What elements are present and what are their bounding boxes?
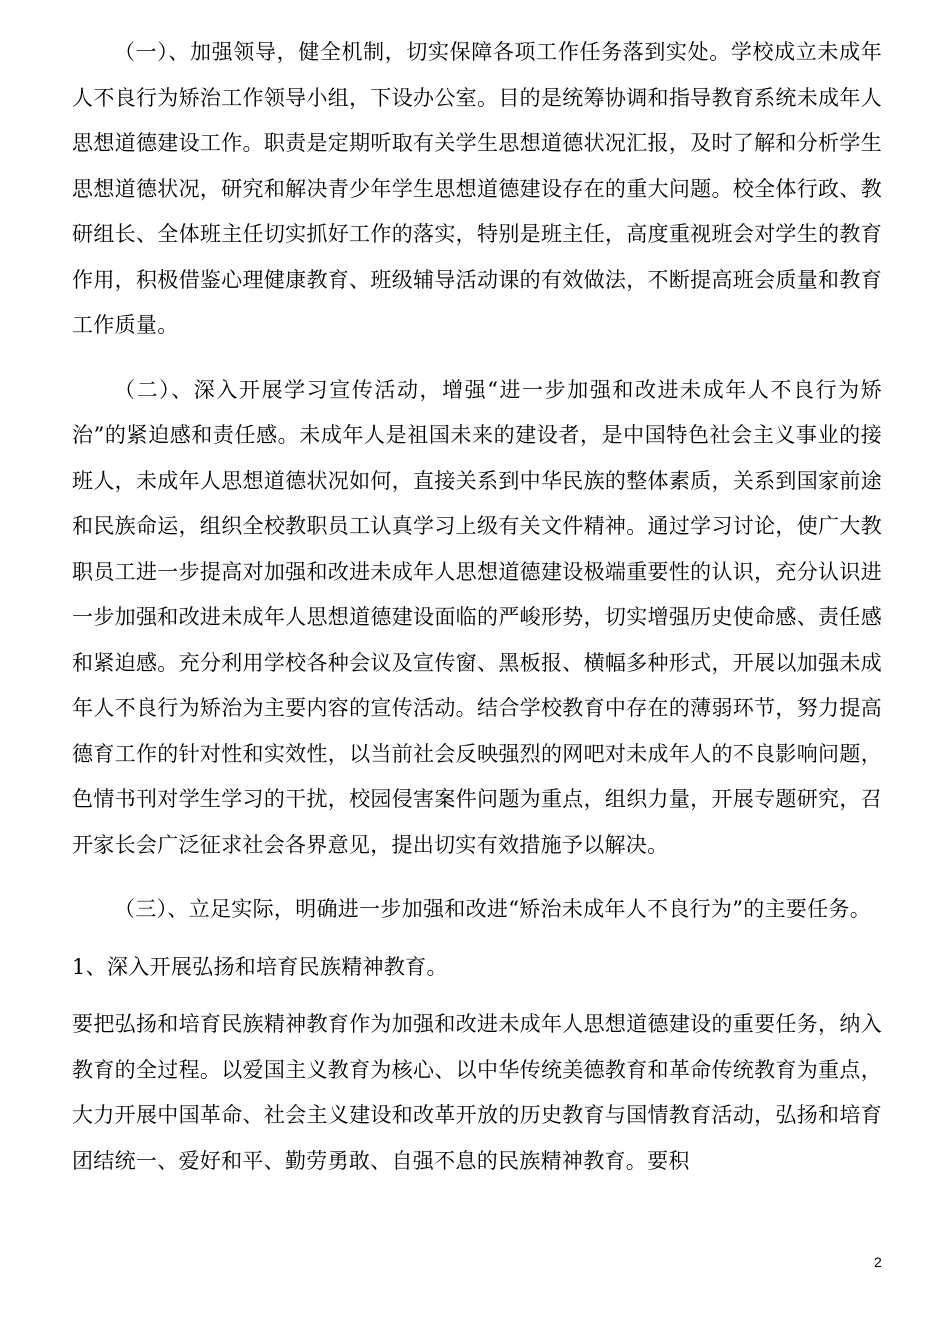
paragraph-national-spirit: 要把弘扬和培育民族精神教育作为加强和改进未成年人思想道德建设的重要任务，纳入教育的全过程。以爱国主义教育为核心、以中华传统美德教育和革命传统教育为重点，大力开展中国革命、社会主义建设和改革开放的历史教育与国情教育活动，弘扬和培育团结统一、爱好和平、勤劳勇敢、自强不息的民族精神教育。要积 (72, 1012, 882, 1173)
paragraph-main-tasks: （三）、立足实际，明确进一步加强和改进“矫治未成年人不良行为”的主要任务。 (114, 897, 872, 921)
document-body (72, 30, 882, 1184)
paragraph-publicity: （二）、深入开展学习宣传活动，增强“进一步加强和改进未成年人不良行为矫治”的紧迫感和责任感。未成年人是祖国未来的建设者，是中国特色社会主义事业的接班人，未成年人思想道德状况如何，直接关系到中华民族的整体素质，关系到国家前途和民族命运，组织全校教职员工认真学习上级有关文件精神。通过学习讨论，使广大教职员工进一步提高对加强和改进未成年人思想道德建设极端重要性的认识，充分认识进一步加强和改进未成年人思想道德建设面临的严峻形势，切实增强历史使命感、责任感和紧迫感。充分利用学校各种会议及宣传窗、黑板报、横幅多种形式，开展以加强未成年人不良行为矫治为主要内容的宣传活动。结合学校教育中存在的薄弱环节，努力提高德育工作的针对性和实效性，以当前社会反映强烈的网吧对未成年人的不良影响问题，色情书刊对学生学习的干扰，校园侵害案件问题为重点，组织力量，开展专题研究，召开家长会广泛征求社会各界意见，提出切实有效措施予以解决。 (72, 377, 882, 857)
page-number: 2 (874, 1254, 882, 1270)
paragraph-item-1-heading: 1、深入开展弘扬和培育民族精神教育。 (72, 954, 448, 979)
paragraph-leadership: （一）、加强领导，健全机制，切实保障各项工作任务落到实处。学校成立未成年人不良行为矫治工作领导小组，下设办公室。目的是统筹协调和指导教育系统未成年人思想道德建设工作。职责是定期听取有关学生思想道德状况汇报，及时了解和分析学生思想道德状况，研究和解决青少年学生思想道德建设存在的重大问题。校全体行政、教研组长、全体班主任切实抓好工作的落实，特别是班主任，高度重视班会对学生的教育作用，积极借鉴心理健康教育、班级辅导活动课的有效做法，不断提高班会质量和教育工作质量。 (72, 40, 882, 337)
